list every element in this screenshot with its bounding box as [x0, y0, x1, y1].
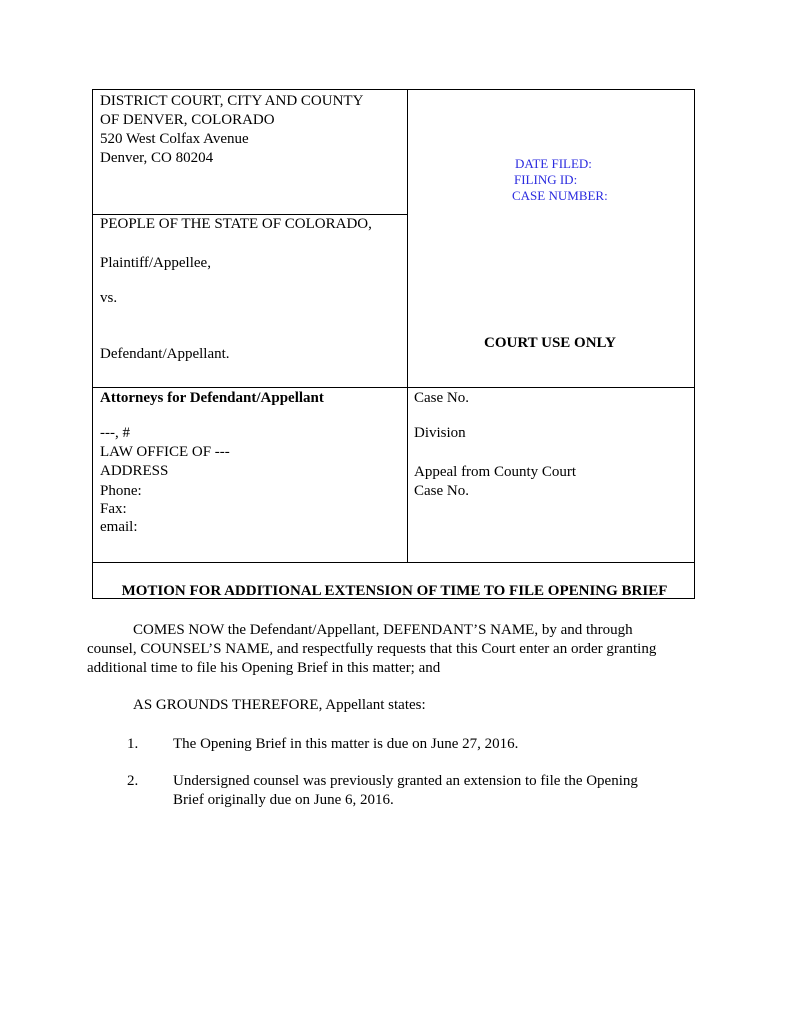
attorney-email: email:: [100, 519, 138, 535]
court-name-line2: OF DENVER, COLORADO: [100, 112, 275, 128]
attorney-name: ---, #: [100, 425, 130, 441]
attorney-phone: Phone:: [100, 483, 142, 499]
para1-line3: additional time to file his Opening Brief in this matter; and: [87, 660, 441, 676]
attorney-address: ADDRESS: [100, 463, 169, 479]
court-city: Denver, CO 80204: [100, 150, 214, 166]
attorney-fax: Fax:: [100, 501, 127, 517]
list-item-2-text-line2: Brief originally due on June 6, 2016.: [173, 792, 394, 808]
caption-divider-attorneys: [93, 387, 694, 388]
list-item-2-text-line1: Undersigned counsel was previously granted an extension to file the Opening: [173, 773, 638, 789]
versus-label: vs.: [100, 290, 118, 306]
para1-line1: COMES NOW the Defendant/Appellant, DEFENDANT’S NAME, by and through: [133, 622, 633, 638]
date-filed-label: DATE FILED:: [515, 156, 592, 171]
defendant-role: Defendant/Appellant.: [100, 346, 230, 362]
case-no-label: Case No.: [414, 390, 469, 406]
court-name-line1: DISTRICT COURT, CITY AND COUNTY: [100, 93, 364, 109]
division-label: Division: [414, 425, 466, 441]
list-item-1-number: 1.: [127, 736, 139, 752]
list-item-2-number: 2.: [127, 773, 139, 789]
case-number-label: CASE NUMBER:: [512, 188, 608, 203]
attorney-firm: LAW OFFICE OF ---: [100, 444, 230, 460]
motion-title: MOTION FOR ADDITIONAL EXTENSION OF TIME TO FILE OPENING BRIEF: [121, 583, 668, 599]
appeal-from-label: Appeal from County Court: [414, 464, 577, 480]
attorneys-heading: Attorneys for Defendant/Appellant: [100, 390, 324, 406]
appeal-case-no-label: Case No.: [414, 483, 469, 499]
caption-vertical-divider: [407, 90, 408, 562]
caption-divider-title: [93, 562, 694, 563]
grounds-heading: AS GROUNDS THEREFORE, Appellant states:: [133, 697, 426, 713]
case-caption-table: [92, 89, 695, 599]
plaintiff-name: PEOPLE OF THE STATE OF COLORADO,: [100, 216, 372, 232]
list-item-1-text: The Opening Brief in this matter is due on June 27, 2016.: [173, 736, 519, 752]
court-address: 520 West Colfax Avenue: [100, 131, 249, 147]
plaintiff-role: Plaintiff/Appellee,: [100, 255, 211, 271]
para1-line2: counsel, COUNSEL’S NAME, and respectfully requests that this Court enter an order granting: [87, 641, 657, 657]
court-use-only-label: COURT USE ONLY: [484, 335, 617, 351]
filing-id-label: FILING ID:: [514, 172, 578, 187]
